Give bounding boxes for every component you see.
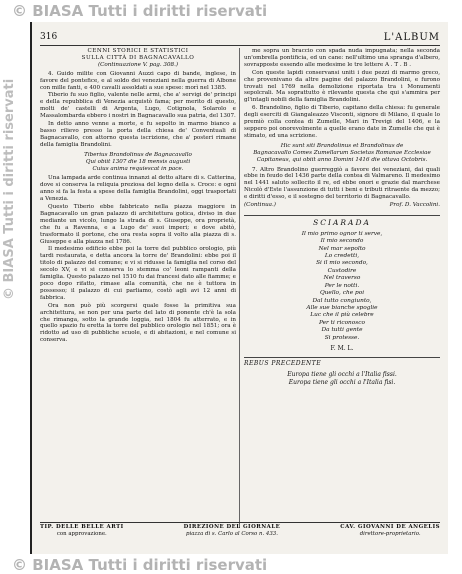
paragraph: Con queste lapidi conservansi uniti i due pezzi di marmo greco, che provenivano da altre pagine del palazzo Brandolini, e furono trovati nel 1769 nella demolizione riportata tra i Monumenti sepolcrali. Ma soprattutto è rilevante questa che qui s'ammira per gl'intagli nobili della famiglia Brandolini. (244, 69, 440, 104)
rebus-section (244, 357, 440, 387)
epitaph-line: Tiberius Brandolinus de Bagnacavallo (84, 151, 192, 158)
paragraph: Questo Tiberio ebbe fabbricato nella piazza maggiore in Bagnacavallo un gran palazzo di architettura gotica, diviso in due mediante un vicolo, lungo la strada di s. Giuseppe, ora proprietà, che fu a Ravenna, e a Lugo de' suoi imperi; e dove abitò, trasformato il portone, che ora resta sopra il volto alla piazza di s. Giuseppe e alla piazza nel 1786. (40, 204, 236, 245)
paragraph: In detto anno venne a morte, e fu sepolto in marmo bianco a basso rilievo presso la porta della chiesa de' Conventuali di Bagnacavallo, con attorno questa iscrizione, che a' posteri rimane della famiglia Brandolini. (40, 121, 236, 148)
verse-line: Nel mar sepolto (318, 245, 366, 252)
sciarada-initials: F. M. L. (330, 344, 354, 352)
paragraph: Una lampada arde continua innanzi al detto altare di s. Catterina, dove si conserva la reliquia preziosa del legno della s. Croce: e ogni anno si fa la festa a spese della famiglia Brandolini, oggi trasportati a Venezia. (40, 175, 236, 203)
rebus-line: Europa tiene gli occhi a l'Italia fisi. (288, 378, 396, 386)
verse-line: Per ti riconosco (318, 319, 365, 326)
article-signoff (244, 202, 440, 209)
epitaph (40, 152, 236, 173)
director-name: CAV. GIOVANNI DE ANGELIS (340, 524, 440, 530)
verse-line: Il mio primo ognor ti serve, (301, 230, 383, 237)
page-header (40, 30, 440, 44)
journal-title: L'ALBUM (383, 31, 440, 43)
inscription-line: Hic sunt siti Brandolinus et Brandolinus de (280, 142, 404, 149)
paragraph: 7. Altro Brandolino guerreggiò a favore dei veneziani, dai quali ebbe in feudo del 1436 parte della contea di Valmareno. Il medesimo nel 1441 saluto sollecito il re, ed ebbe onori e grazie dal marchese Nicolò d'Este l'assunzione di tutti i beni e tributi ritraente da mezzo; e diritti d'esso, e il sostegno del territorio di Bagnacavallo. (244, 166, 440, 201)
watermark-top: © BIASA Tutti i diritti riservati (12, 2, 268, 20)
paragraph: Tiberio fu suo figlio, valente nelle armi, che a' servigi de' principi e della repubblica di Venezia acquistò fama; per merito di questo, molti de' castelli di Argenta, Lugo, Cotignola, Solarolo e Massalombarda ebbero i nostri in Bagnacavallo sua patria, del 1307. (40, 92, 236, 120)
verse-line: Lo credetti, (324, 253, 360, 260)
verse-line: Il mio secondo (320, 238, 364, 245)
verse-line: Alle sue bianche spoglie (306, 304, 378, 311)
continuation-note: (Continuazione V. pag. 308.) (97, 61, 179, 68)
verse-line: Da tutti gente (321, 327, 363, 334)
printer-approval: con approvazione. (56, 530, 107, 537)
sciarada-title: SCIARADA (313, 217, 371, 227)
verse-line: Dal tutto congiunto, (312, 297, 372, 304)
article-subtitle: SULLA CITTÀ DI BAGNACAVALLO (81, 54, 195, 61)
verse-line: Nel traverso (323, 275, 361, 282)
right-column (244, 48, 440, 387)
left-column (40, 48, 236, 345)
inscription (244, 143, 440, 164)
paragraph: Il medesimo edificio ebbe poi la torre del pubblico orologio, più tardi restaurata, e detta ancora la torre de' Brandolini: ebbe poi il titolo di palazzo del comune; e vi si ridusse la famiglia nel corso del secolo XV, e vi si conserva lo stemma co' leoni rampanti della famiglia. Questo palazzo nel 1510 fu dai francesi dato alle fiamme; e poco dopo rifatto, rimase alla comunità, che ne è tuttora in possesso; il palazzo di cui parliamo, costò agli avi 12 anni di fabbrica. (40, 246, 236, 301)
direction-address: piazza di s. Carlo al Corso n. 433. (186, 530, 278, 537)
paragraph: Ora non può più scorgersi quale fosse la primitiva sua architettura, se non per una parte del lato di ponente ch'è la sola che rimanga, sotto la grande loggia, nel 1804 fu atterrato, e in quello spazio fu eretta la torre del pubblico orologio nel 1851; ora è ridotto ad uso di pubbliche scuole, e di abitazioni, e nel comune si conserva. (40, 302, 236, 344)
rebus-solution (244, 371, 440, 387)
watermark-bottom: © BIASA Tutti i diritti riservati (12, 556, 268, 574)
header-rule (40, 45, 440, 46)
verse-line: Luc che il più celebre (310, 312, 374, 319)
sciarada-section (244, 215, 440, 353)
printer-name: TIP. DELLE BELLE ARTI (40, 524, 124, 530)
footer-rule (40, 522, 440, 523)
direction-title: DIREZIONE DEL GIORNALE (183, 524, 281, 530)
watermark-side: © BIASA Tutti i diritti riservati (2, 78, 17, 300)
sciarada-verses (244, 231, 440, 342)
paragraph: 4. Guido milite con Giovanni Auzzi capo di bande, inglese, in favore del pontefice, e al soldo dei veneziani nella guerra di Albone con mille fanti, e 400 cavalli assoldati a sue spese: morì nel 1385. (40, 70, 236, 91)
paragraph: me sopra un braccio con spada nuda impugnata; nella seconda un'ombrella pontificia, ed un cane: nell'ultimo una spranga d'albero, sovrapposte essendo alle medesime le tre lettere A . T . B . (244, 48, 440, 68)
footer-director (340, 524, 440, 537)
verse-line: Per le notti. (324, 282, 360, 289)
rebus-title: REBUS PRECEDENTE (244, 359, 322, 367)
verse-line: Quello, che poi (319, 290, 365, 297)
epitaph-line: Cuius anima requiescat in pace. (92, 165, 184, 172)
verse-line: Si il mio secondo, (316, 260, 368, 267)
author: Prof. D. Vaccolini. (389, 202, 440, 209)
footer-direction (184, 524, 281, 537)
paragraph: 6. Brandolino, figlio di Tiberio, capitano della chiesa: fu generale degli eserciti di Giangaleazzo Visconti, signore di Milano, il quale lo premiò colla contea di Zumelle, Mari in Trevigi del 1406, e la seppero poi onorevolmente a quelle erano date in Zumelle che qui è stimato, ed una scrizione. (244, 105, 440, 139)
column-divider (239, 48, 240, 528)
continue-note: (Continua.) (244, 202, 276, 209)
rebus-line: Europa tiene gli occhi a l'Italia fissi. (287, 370, 397, 378)
director-role: direttore-proprietario. (359, 530, 421, 537)
verse-line: Custodire (327, 267, 357, 274)
inscription-line: Bagnacavallo Comes Zumellarum Societas Romanae Ecclesiae Capitaneus, qui obiit anno Domini 1416 die ottava Octobris. (253, 149, 431, 163)
page-footer (40, 524, 440, 537)
footer-printer (40, 524, 124, 537)
page-number: 316 (40, 32, 58, 42)
epitaph-line: Qui obiit 1307 die 18 mensis augusti (85, 158, 191, 165)
article-title: CENNI STORICI E STATISTICI (87, 48, 189, 54)
verse-line: Si protesse. (324, 334, 360, 341)
